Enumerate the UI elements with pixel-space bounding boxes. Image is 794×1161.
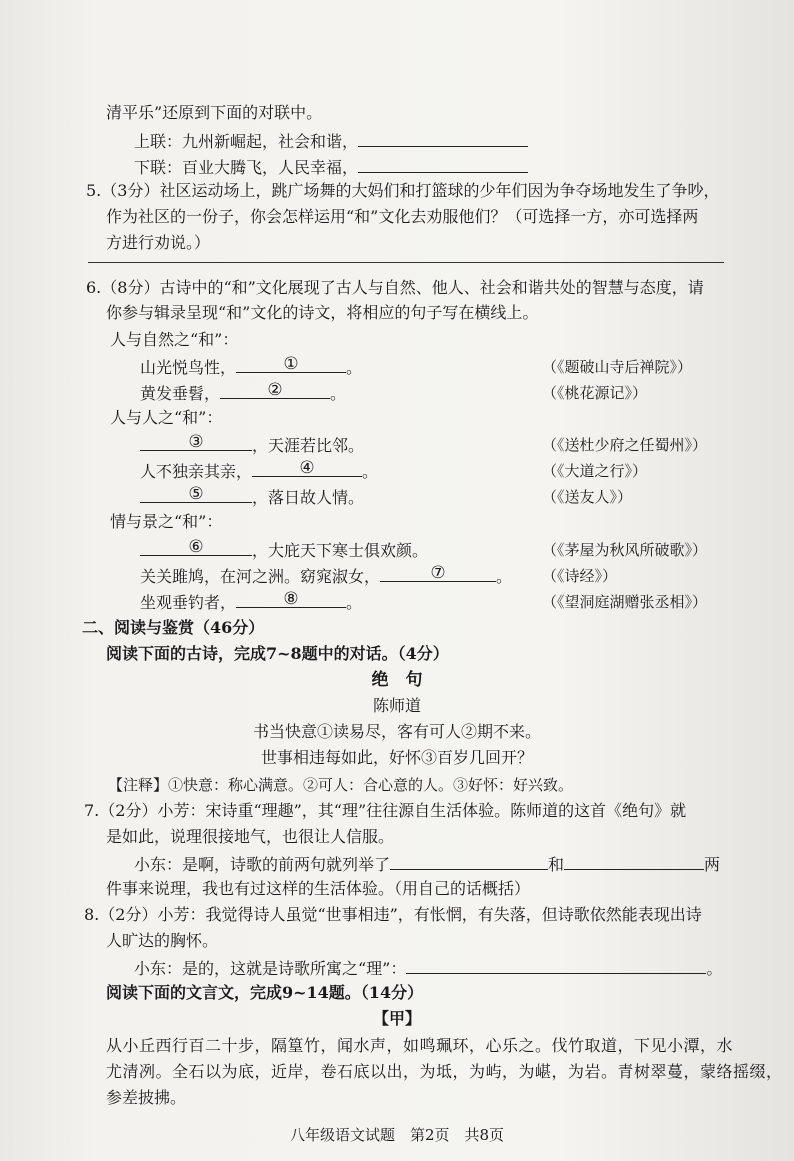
- q6-blank-8[interactable]: [236, 591, 346, 608]
- period: 。: [346, 593, 363, 612]
- q6-people-heading: 人与人之“和”：: [110, 408, 223, 427]
- q6-item-1: [140, 356, 362, 378]
- q5-answer-line[interactable]: [88, 262, 724, 263]
- q6-blank-7[interactable]: [380, 565, 496, 582]
- period: 。: [330, 384, 347, 403]
- poem-notes: 【注释】①快意：称心满意。②可人：合心意的人。③好怀：好兴致。: [108, 776, 574, 794]
- q6-blank-6-number: ⑥: [188, 537, 204, 557]
- q4-lower-label: 下联：百业大腾飞，人民幸福，: [134, 158, 359, 177]
- q4-upper-couplet: [134, 130, 528, 152]
- q4-lower-couplet: [134, 156, 528, 178]
- q7-line2: 是如此，说理很接地气，也很让人信服。: [106, 827, 395, 846]
- q7-blank-2[interactable]: [564, 853, 704, 870]
- section2-heading: 二、阅读与鉴赏（46分）: [82, 618, 265, 637]
- q6-item-8-text: 坐观垂钓者，: [140, 593, 237, 612]
- q6-source-3: （《送杜少府之任蜀州》）: [542, 436, 708, 454]
- q6-blank-2-number: ②: [267, 380, 283, 400]
- q6-source-8: （《望洞庭湖赠张丞相》）: [542, 593, 708, 611]
- poem-author: 陈师道: [372, 696, 421, 715]
- q6-blank-5[interactable]: [140, 486, 252, 503]
- q6-item-6-text: ，大庇天下寒士俱欢颜。: [252, 541, 429, 560]
- q5-line2: 作为社区的一份子，你会怎样运用“和”文化去劝服他们？（可选择一方，亦可选择两: [106, 207, 699, 226]
- q6-blank-4-number: ④: [299, 458, 315, 478]
- poem-line-1: 书当快意①读易尽，客有可人②期不来。: [252, 722, 541, 741]
- q4-upper-label: 上联：九州新崛起，社会和谐，: [134, 132, 359, 151]
- q6-item-3: [140, 434, 364, 456]
- period: 。: [496, 567, 513, 586]
- q5-line1: 5.（3分）社区运动场上，跳广场舞的大妈们和打篮球的少年们因为争夺场地发生了争吵，: [86, 181, 720, 200]
- q6-source-6: （《茅屋为秋风所破歌》）: [542, 541, 708, 559]
- q6-item-2: [140, 382, 346, 404]
- q6-blank-2[interactable]: [220, 382, 330, 399]
- q7-line3-mid: 和: [548, 855, 565, 874]
- q8-line3: [134, 957, 722, 979]
- passage-line-2: 尤清冽。全石以为底，近岸，卷石底以出，为坻，为屿，为嵁，为岩。青树翠蔓，蒙络摇缀，: [106, 1062, 783, 1081]
- q6-item-3-text: ，天涯若比邻。: [252, 436, 365, 455]
- q8-line3-end: 。: [706, 959, 723, 978]
- poem-title: 绝 句: [371, 670, 423, 690]
- q6-item-5-text: ，落日故人情。: [252, 488, 365, 507]
- q8-blank[interactable]: [406, 957, 706, 974]
- q6-blank-1-number: ①: [283, 354, 299, 374]
- q8-line3-text: 小东：是的，这就是诗歌所寓之“理”：: [134, 959, 407, 978]
- q6-source-7: （《诗经》）: [542, 567, 618, 585]
- poem-line-2: 世事相违每如此，好怀③百岁几回开？: [260, 748, 533, 767]
- q6-item-1-text: 山光悦鸟性，: [140, 358, 237, 377]
- q5-line3: 方进行劝说。）: [106, 233, 211, 252]
- q6-line1: 6.（8分）古诗中的“和”文化展现了古人与自然、他人、社会和谐共处的智慧与态度，请: [86, 278, 704, 297]
- q6-item-6: [140, 539, 428, 561]
- q6-item-7: [140, 565, 512, 587]
- q6-item-5: [140, 486, 364, 508]
- q6-item-4-text: 人不独亲其亲，: [140, 462, 253, 481]
- q6-source-2: （《桃花源记》）: [542, 384, 648, 402]
- q4-intro: 清平乐”还原到下面的对联中。: [106, 103, 323, 122]
- q7-line4: 件事来说理，我也有过这样的生活体验。（用自己的话概括）: [106, 879, 531, 898]
- q7-line3: [134, 853, 720, 875]
- poem-intro: 阅读下面的古诗，完成7~8题中的对话。（4分）: [106, 644, 449, 663]
- q6-blank-3[interactable]: [140, 434, 252, 451]
- q6-line2: 你参与辑录呈现“和”文化的诗文，将相应的句子写在横线上。: [106, 303, 539, 322]
- passage-line-1: 从小丘西行百二十步，隔篁竹，闻水声，如鸣珮环，心乐之。伐竹取道，下见小潭，水: [106, 1036, 734, 1055]
- q6-source-5: （《送友人》）: [542, 488, 633, 506]
- q8-line2: 人旷达的胸怀。: [106, 931, 219, 950]
- classical-intro: 阅读下面的文言文，完成9~14题。（14分）: [106, 983, 424, 1002]
- q7-line3-text: 小东：是啊，诗歌的前两句就列举了: [134, 855, 391, 874]
- q6-item-7-text: 关关雎鸠，在河之洲。窈窕淑女，: [140, 567, 381, 586]
- q6-source-4: （《大道之行》）: [542, 462, 648, 480]
- q4-upper-blank[interactable]: [358, 130, 528, 147]
- q6-blank-3-number: ③: [188, 432, 204, 452]
- q7-line1: 7.（2分）小芳：宋诗重“理趣”，其“理”往往源自生活体验。陈师道的这首《绝句》就: [84, 801, 687, 820]
- q6-source-1: （《题破山寺后禅院》）: [542, 358, 693, 376]
- q6-item-4: [140, 460, 378, 482]
- q7-blank-1[interactable]: [390, 853, 548, 870]
- q6-blank-4[interactable]: [252, 460, 362, 477]
- q6-blank-6[interactable]: [140, 539, 252, 556]
- q6-item-8: [140, 591, 362, 613]
- q8-line1: 8.（2分）小芳：我觉得诗人虽觉“世事相违”，有怅惘，有失落，但诗歌依然能表现出诗: [84, 905, 702, 924]
- period: 。: [362, 462, 379, 481]
- q6-blank-1[interactable]: [236, 356, 346, 373]
- q6-scene-heading: 情与景之“和”：: [110, 512, 223, 531]
- period: 。: [346, 358, 363, 377]
- q6-nature-heading: 人与自然之“和”：: [110, 330, 239, 349]
- passage-jia-label: 【甲】: [372, 1009, 421, 1028]
- page-footer: 八年级语文试题 第2页 共8页: [289, 1126, 505, 1144]
- q6-blank-8-number: ⑧: [283, 589, 299, 609]
- q6-item-2-text: 黄发垂髫，: [140, 384, 221, 403]
- q4-lower-blank[interactable]: [358, 156, 528, 173]
- q7-line3-end: 两: [704, 855, 721, 874]
- q6-blank-7-number: ⑦: [430, 563, 446, 583]
- q6-blank-5-number: ⑤: [188, 484, 204, 504]
- passage-line-3: 参差披拂。: [106, 1088, 187, 1107]
